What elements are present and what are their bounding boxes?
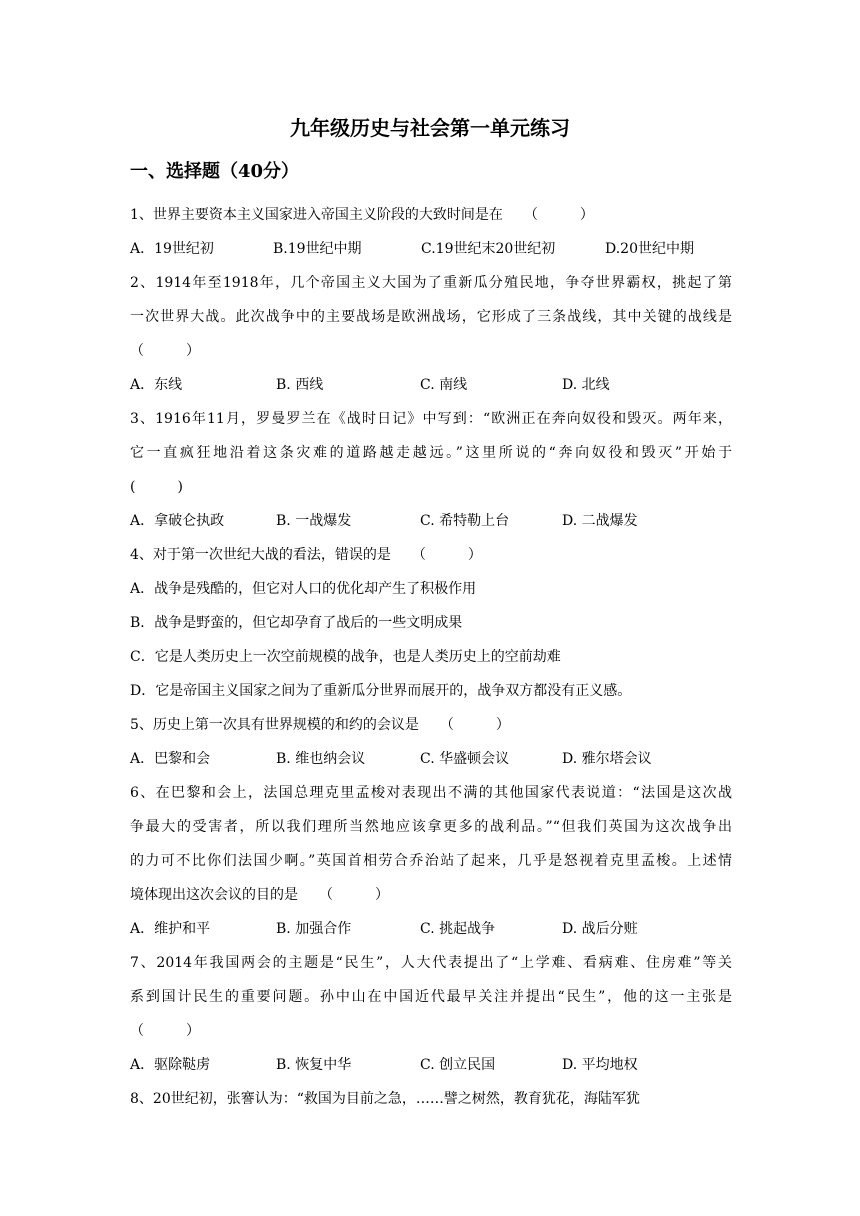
option-d[interactable]: D. 战后分赃 [562,921,638,937]
question-6-text-line-4: 境体现出这次会议的目的是 （ ） [130,887,389,903]
answer-bracket: （ ） [130,343,200,359]
question-6-text-line-2: 争最大的受害者，所以我们理所当然地应该拿更多的战利品。”“但我们英国为这次战争出 [130,819,732,835]
option-b[interactable]: B. 维也纳会议 [276,751,366,767]
option-a[interactable]: A．维护和平 [130,921,211,937]
option-b[interactable]: B.19世纪中期 [273,241,362,257]
option-d[interactable]: D. 平均地权 [562,1057,638,1073]
question-6-text-line-3: 的力可不比你们法国少啊。”英国首相劳合乔治站了起来，几乎是怒视着克里孟梭。上述情 [130,853,732,869]
option-a[interactable]: A．19世纪初 [130,241,214,257]
option-c[interactable]: C．它是人类历史上一次空前规模的战争，也是人类历史上的空前劫难 [130,649,561,665]
question-6-text-line-1: 6、在巴黎和会上，法国总理克里孟梭对表现出不满的其他国家代表说道：“法国是这次战 [130,785,732,801]
option-b[interactable]: B. 加强合作 [276,921,352,937]
question-5-options [130,742,732,776]
question-4-text: 4、对于第一次世纪大战的看法，错误的是 （ ） [130,547,482,563]
option-b[interactable]: B．战争是野蛮的，但它却孕育了战后的一些文明成果 [130,615,463,631]
option-a[interactable]: A．战争是残酷的，但它对人口的优化却产生了积极作用 [130,581,477,597]
option-c[interactable]: C. 南线 [420,377,468,393]
question-7-options [130,1048,732,1082]
option-a[interactable]: A．拿破仑执政 [130,513,225,529]
question-1-text: 1、世界主要资本主义国家进入帝国主义阶段的大致时间是在 （ ） [130,207,594,223]
question-6-options [130,912,732,946]
question-2-options [130,368,732,402]
option-d[interactable]: D.20世纪中期 [605,241,694,257]
question-5-text: 5、历史上第一次具有世界规模的和约的会议是 （ ） [130,717,510,733]
option-a[interactable]: A．驱除鞑虏 [130,1057,211,1073]
option-d[interactable]: D. 北线 [562,377,610,393]
question-3-options [130,504,732,538]
question-2-text-line-1: 2、1914年至1918年，几个帝国主义大国为了重新瓜分殖民地，争夺世界霸权，挑起了第 [130,275,732,291]
question-2-text-line-2: 一次世界大战。此次战争中的主要战场是欧洲战场，它形成了三条战线，其中关键的战线是 [130,309,732,325]
question-8-text: 8、20世纪初，张謇认为：“救国为目前之急，……譬之树然，教育犹花，海陆军犹 [130,1091,640,1107]
question-7-text-line-2: 系到国计民生的重要问题。孙中山在中国近代最早关注并提出“民生”，他的这一主张是 [130,989,732,1005]
page-title: 九年级历史与社会第一单元练习 [290,116,570,140]
question-list [130,198,732,1116]
answer-bracket: （ ） [130,1023,200,1039]
question-7-text-line-1: 7、2014年我国两会的主题是“民生”，人大代表提出了“上学难、看病难、住房难”等关 [130,955,732,971]
option-b[interactable]: B. 一战爆发 [276,513,352,529]
question-3-text-line-1: 3、1916年11月，罗曼罗兰在《战时日记》中写到：“欧洲正在奔向奴役和毁灭。两年来， [130,411,732,427]
section-heading: 一、选择题（40分） [130,161,300,182]
option-b[interactable]: B. 西线 [276,377,324,393]
option-a[interactable]: A．东线 [130,377,183,393]
option-c[interactable]: C. 创立民国 [420,1057,496,1073]
answer-bracket: ( ) [130,479,183,495]
question-3-text-line-2: 它一直疯狂地沿着这条灾难的道路越走越远。”这里所说的“奔向奴役和毁灭”开始于 [130,445,732,461]
option-c[interactable]: C. 华盛顿会议 [420,751,510,767]
option-b[interactable]: B. 恢复中华 [276,1057,352,1073]
option-d[interactable]: D. 二战爆发 [562,513,638,529]
option-d[interactable]: D．它是帝国主义国家之间为了重新瓜分世界而展开的，战争双方都没有正义感。 [130,683,632,699]
option-d[interactable]: D. 雅尔塔会议 [562,751,652,767]
option-a[interactable]: A．巴黎和会 [130,751,211,767]
question-1-options [130,232,732,266]
option-c[interactable]: C. 希特勒上台 [420,513,510,529]
option-c[interactable]: C.19世纪末20世纪初 [421,241,556,257]
option-c[interactable]: C. 挑起战争 [420,921,496,937]
